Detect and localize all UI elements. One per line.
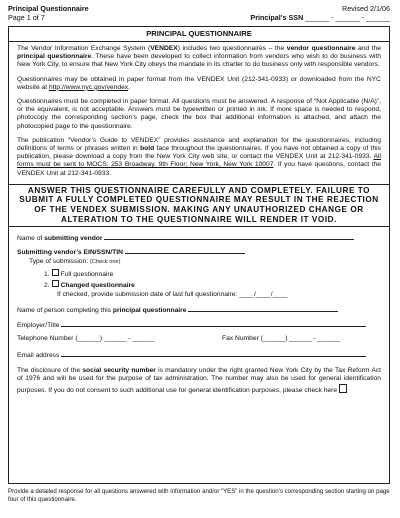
full-questionnaire-checkbox[interactable] xyxy=(52,269,59,276)
document-title: Principal Questionnaire xyxy=(8,4,89,13)
row-opt1: 1. Full questionnaire xyxy=(44,271,114,279)
row-email: Email address xyxy=(17,350,381,361)
row-type: Type of submission: (Check one) xyxy=(29,258,121,266)
ein-field[interactable] xyxy=(125,247,245,254)
intro-text xyxy=(9,42,389,227)
row-ein: Submitting vendor’s EIN/SSN/TIN xyxy=(17,247,381,258)
row-employer: Employer/Title xyxy=(17,320,381,331)
vendor-info-form xyxy=(9,227,389,395)
section-title: PRINCIPAL QUESTIONNAIRE xyxy=(9,27,389,42)
header-left xyxy=(8,4,89,22)
ssn-header-label: Principal's SSN xyxy=(250,13,304,22)
warning-notice: ANSWER THIS QUESTIONNAIRE CAREFULLY AND COMPLETELY. FAILURE TO SUBMIT A FULLY COMPLETED QUESTIONNAIRE MAY RESULT IN THE REJECTION OF THE VENDEX SUBMISSION. MAKING ANY UNAUTHORIZED CHANGE OR ALTERATION TO THE QUESTIONNAIRE WILL RENDER IT VOID. xyxy=(9,184,389,227)
row-phone: Telephone Number (______) ______ - ______ Fax Number (______) ______ - ______ xyxy=(17,335,340,343)
header-right xyxy=(250,4,390,22)
ssn-header-field[interactable]: ______ - ______ - ______ xyxy=(305,13,390,22)
last-submission-date-field[interactable]: ____/____/____ xyxy=(239,291,288,299)
employer-title-field[interactable] xyxy=(61,320,366,327)
intro-paragraph-2: Questionnaires may be obtained in paper format from the VENDEX Unit (212-341-0933) or downloaded from the NYC website at http://www.nyc.gov/vendex. xyxy=(17,75,381,91)
row-person: Name of person completing this principal questionnaire xyxy=(17,305,381,316)
footer-note: Provide a detailed response for all questions answered with information and/or “YES” in the question’s corresponding section starting on page four of this questionnaire. xyxy=(8,488,390,503)
row-vendor-name: Name of submitting vendor xyxy=(17,233,381,244)
changed-questionnaire-checkbox[interactable] xyxy=(52,280,59,287)
ssn-header xyxy=(250,13,390,22)
ssn-disclosure-notice: The disclosure of the social security number is mandatory under the right granted New York City by the Tax Reform Act of 1976 and will be used for the purpose of tax administration. The number may also be used for general identification purposes. If you do not consent to such additional use for general identification purposes, please check here xyxy=(17,367,381,394)
ssn-no-consent-checkbox[interactable] xyxy=(339,384,347,393)
intro-paragraph-4: The publication “Vendor’s Guide to VENDEX” provides assistance and explanation for the questionnaires, including definitions of terms or phrases written in bold face throughout the questionnaires. If you have not obtained a copy of this publication, please download a copy from the New York City web site, or contact the VENDEX Unit at 212-341-0933. All forms must be sent to MOCS: 253 Broadway, 9th Floor; New York, New York 10007. If you have questions, contact the VENDEX Unit at 212-341-0933. xyxy=(17,136,381,177)
questionnaire-frame xyxy=(8,26,390,484)
fax-field[interactable]: (______) ______ - ______ xyxy=(260,335,340,343)
mailing-address: All forms must be sent to MOCS: 253 Broadway, 9th Floor; New York, New York 10007 xyxy=(17,153,381,169)
row-changed-date: If checked, provide submission date of last full questionnaire: ____/____/____ xyxy=(57,291,288,299)
vendex-website-link[interactable]: http://www.nyc.gov/vendex xyxy=(48,83,129,91)
revision-date: Revised 2/1/06 xyxy=(342,4,390,13)
row-opt2: 2. Changed questionnaire xyxy=(44,282,135,290)
intro-paragraph-3: Questionnaires must be completed in paper format. All questions must be answered. A response of “Not Applicable (N/A)”, or the equivalent, is not acceptable. Answers must be typewritten or printed in ink. If more space is needed to respond, photocopy the corresponding section’s page, check the box that additional information is attached, and attach the photocopied page to the questionnaire. xyxy=(17,98,381,130)
email-field[interactable] xyxy=(61,350,366,357)
telephone-field[interactable]: (______) ______ - ______ xyxy=(75,335,155,343)
person-name-field[interactable] xyxy=(188,305,338,312)
page-number: Page 1 of 7 xyxy=(8,13,45,22)
vendor-name-field[interactable] xyxy=(104,233,354,240)
intro-paragraph-1: The Vendor Information Exchange System (VENDEX) includes two questionnaires – the vendor questionnaire and the principal questionnaire. These have been developed to collect information from vendors who wish to do business with New York City, to ensure that New York City obeys the mandate in its charter to do business only with responsible vendors. xyxy=(17,45,381,69)
